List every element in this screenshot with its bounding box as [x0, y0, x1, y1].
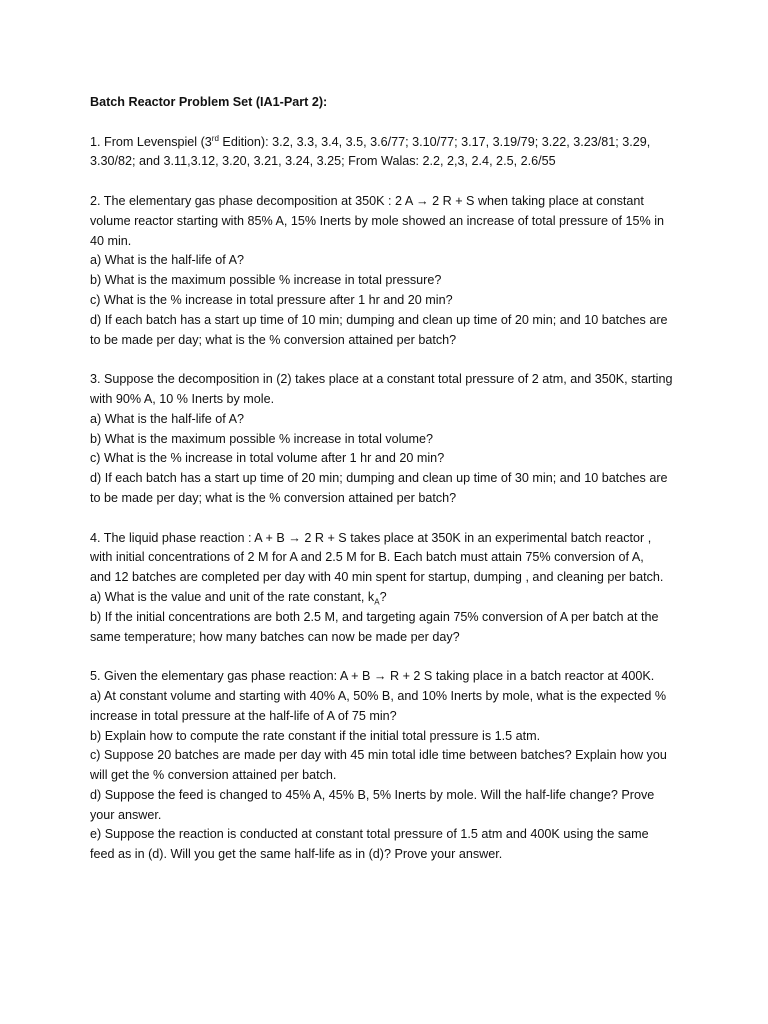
- question-3-part-a: a) What is the half-life of A?: [90, 411, 244, 426]
- question-3-line: with 90% A, 10 % Inerts by mole.: [90, 391, 275, 406]
- question-5-part-a: a) At constant volume and starting with 40% A, 50% B, and 10% Inerts by mole, what is the expected %: [90, 688, 667, 703]
- question-4-line: same temperature; how many batches can now be made per day?: [90, 629, 460, 644]
- question-2-line: 2. The elementary gas phase decomposition at 350K : 2 A → 2 R + S when taking place at constant: [90, 193, 644, 208]
- question-3-part-d: d) If each batch has a start up time of 20 min; dumping and clean up time of 30 min; and 10 batches are: [90, 471, 668, 486]
- spacer: [90, 113, 690, 133]
- question-1: [90, 133, 690, 173]
- question-3-part-b: b) What is the maximum possible % increase in total volume?: [90, 431, 433, 446]
- question-4-line: 4. The liquid phase reaction : A + B → 2 R + S takes place at 350K in an experimental batch reactor ,: [90, 530, 652, 545]
- superscript-rd: rd: [211, 133, 219, 143]
- question-5-line: increase in total pressure at the half-life of A of 75 min?: [90, 708, 397, 723]
- question-1-line-1: 1. From Levenspiel (3rd Edition): 3.2, 3.3, 3.4, 3.5, 3.6/77; 3.10/77; 3.17, 3.19/79; 3.22, 3.23/81; 3.29,: [90, 133, 651, 149]
- question-3: [90, 370, 690, 509]
- question-2-line: 40 min.: [90, 233, 132, 248]
- question-5-part-b: b) Explain how to compute the rate constant if the initial total pressure is 1.5 atm.: [90, 728, 541, 743]
- question-5-line: feed as in (d). Will you get the same half-life as in (d)? Prove your answer.: [90, 847, 503, 862]
- question-4: [90, 529, 690, 648]
- question-5: [90, 667, 690, 865]
- question-1-line-2: 3.30/82; and 3.11,3.12, 3.20, 3.21, 3.24, 3.25; From Walas: 2.2, 2,3, 2.4, 2.5, 2.6/55: [90, 154, 556, 169]
- spacer: [90, 647, 690, 667]
- question-2-part-c: c) What is the % increase in total pressure after 1 hr and 20 min?: [90, 292, 453, 307]
- question-2-line: to be made per day; what is the % conversion attained per batch?: [90, 332, 457, 347]
- question-5-line: will get the % conversion attained per batch.: [90, 768, 337, 783]
- question-2-part-a: a) What is the half-life of A?: [90, 253, 244, 268]
- question-5-line: 5. Given the elementary gas phase reaction: A + B → R + 2 S taking place in a batch reactor at 400K.: [90, 669, 655, 684]
- question-5-part-c: c) Suppose 20 batches are made per day with 45 min total idle time between batches? Explain how you: [90, 748, 667, 763]
- question-2-part-b: b) What is the maximum possible % increase in total pressure?: [90, 273, 442, 288]
- question-3-part-c: c) What is the % increase in total volume after 1 hr and 20 min?: [90, 451, 445, 466]
- question-5-part-d: d) Suppose the feed is changed to 45% A, 45% B, 5% Inerts by mole. Will the half-life change? Prove: [90, 787, 655, 802]
- question-5-part-e: e) Suppose the reaction is conducted at constant total pressure of 1.5 atm and 400K using the same: [90, 827, 649, 842]
- subscript-a: A: [374, 597, 380, 607]
- problem-set-title: Batch Reactor Problem Set (IA1-Part 2):: [90, 95, 328, 109]
- question-4-line: with initial concentrations of 2 M for A and 2.5 M for B. Each batch must attain 75% conversion of A,: [90, 550, 644, 565]
- spacer: [90, 172, 690, 192]
- question-3-line: 3. Suppose the decomposition in (2) takes place at a constant total pressure of 2 atm, and 350K, starting: [90, 372, 673, 387]
- question-3-line: to be made per day; what is the % conversion attained per batch?: [90, 490, 457, 505]
- question-2: [90, 192, 690, 350]
- question-2-part-d: d) If each batch has a start up time of 10 min; dumping and clean up time of 20 min; and 10 batches are: [90, 312, 668, 327]
- problem-set-body: [90, 93, 690, 865]
- spacer: [90, 509, 690, 529]
- question-5-line: your answer.: [90, 807, 162, 822]
- question-4-line: and 12 batches are completed per day with 40 min spent for startup, dumping , and cleaning per batch.: [90, 570, 664, 585]
- question-4-part-a: a) What is the value and unit of the rate constant, $k_A$?: [90, 589, 387, 607]
- question-2-line: volume reactor starting with 85% A, 15% Inerts by mole showed an increase of total pressure of 15% in: [90, 213, 665, 228]
- spacer: [90, 350, 690, 370]
- question-4-part-b: b) If the initial concentrations are both 2.5 M, and targeting again 75% conversion of A per batch at the: [90, 609, 659, 624]
